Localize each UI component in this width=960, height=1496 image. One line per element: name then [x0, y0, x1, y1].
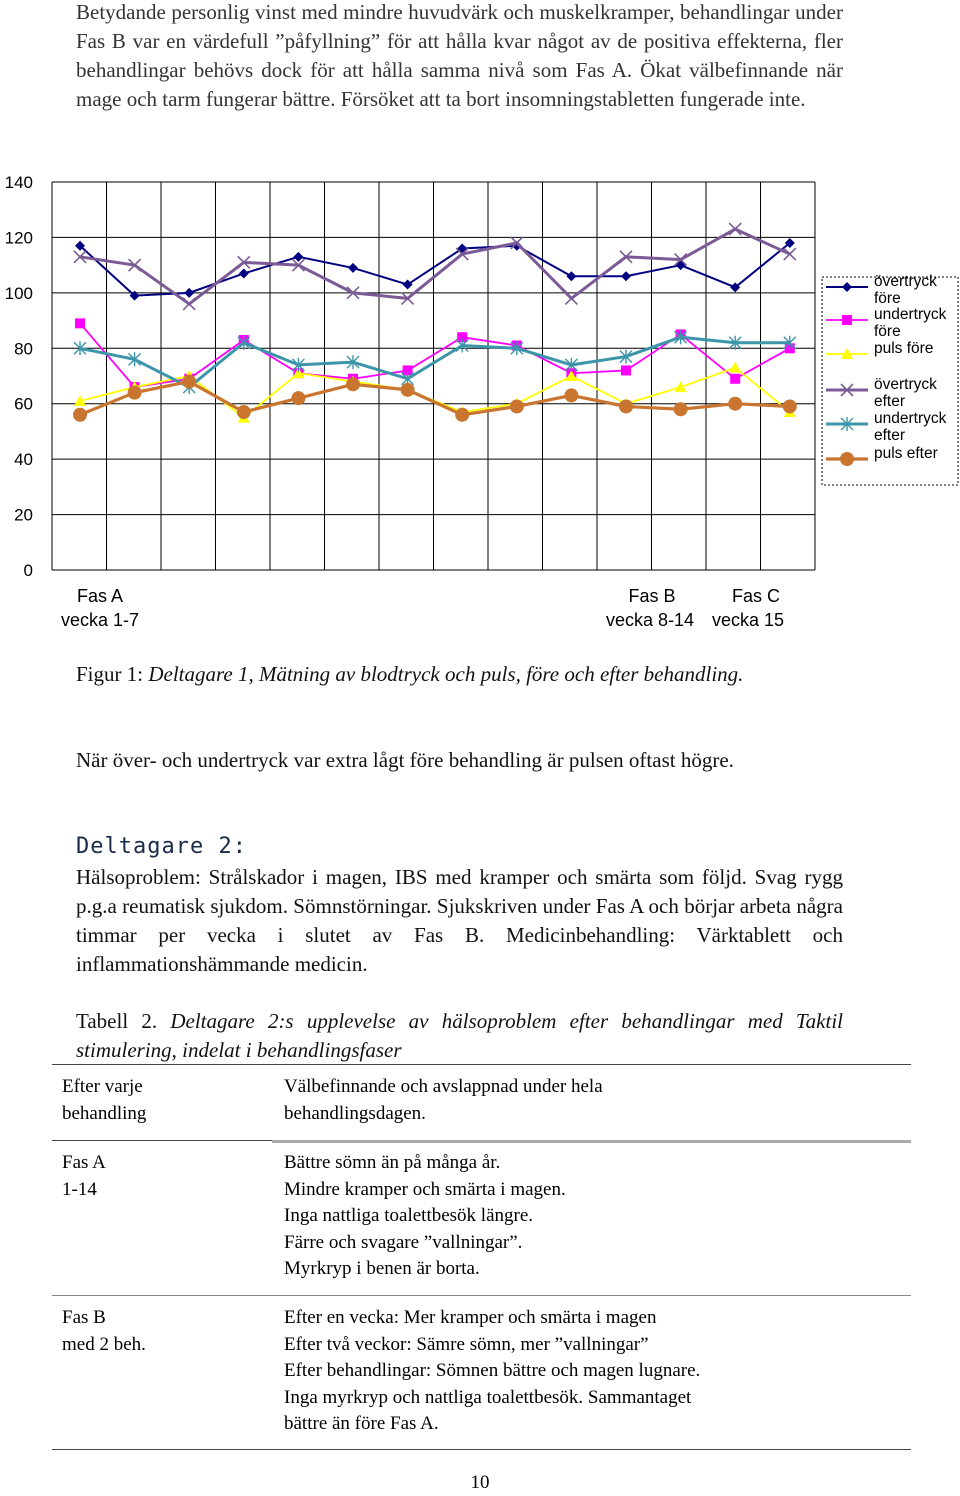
- table-cell-line: Bättre sömn än på många år.: [284, 1152, 501, 1173]
- table-cell-experience: [284, 1150, 904, 1283]
- data-point: [239, 268, 249, 278]
- page-number: 10: [470, 1472, 490, 1493]
- legend-label: undertryck efter: [874, 410, 947, 444]
- participant-heading: Deltagare 2:: [76, 834, 247, 859]
- square-marker: [75, 318, 85, 328]
- circle-marker: [510, 399, 524, 413]
- y-tick-label: 40: [14, 450, 33, 470]
- series-puls-efter: [73, 375, 797, 422]
- diamond-marker: [348, 263, 358, 273]
- x-phase-label: Fas B: [628, 586, 676, 606]
- data-point: [346, 377, 360, 391]
- diamond-marker: [293, 252, 303, 262]
- table-rule: [52, 1449, 911, 1450]
- circle-marker: [564, 388, 578, 402]
- data-point: [184, 288, 194, 298]
- data-point: [840, 452, 854, 466]
- table-rule: [272, 1140, 911, 1143]
- table-cell-line: Fas A: [62, 1152, 106, 1173]
- y-tick-label: 100: [4, 283, 33, 303]
- data-point: [784, 248, 796, 260]
- circle-marker: [182, 375, 196, 389]
- table-cell-experience: [284, 1305, 904, 1438]
- data-point: [183, 298, 195, 310]
- x-phase-sublabel: vecka 1-7: [60, 610, 140, 630]
- table-cell-line: Efter en vecka: Mer kramper och smärta i magen: [284, 1307, 657, 1328]
- data-point: [348, 263, 358, 273]
- table-cell-line: behandlingsdagen.: [284, 1102, 426, 1124]
- table-cell-line: Välbefinnande och avslappnad under hela: [284, 1076, 603, 1097]
- series-line: [80, 243, 790, 296]
- legend-label: övertryck före: [874, 273, 937, 307]
- table-cell-phase: [62, 1150, 262, 1203]
- data-point: [674, 402, 688, 416]
- table-cell-line: Mindre kramper och smärta i magen.: [284, 1178, 566, 1200]
- table-caption-text: Deltagare 2:s upplevelse av hälsoproblem efter behandlingar med Taktil stimulering, indelat i behandlingsfaser: [76, 1009, 843, 1062]
- figure-caption-label: Figur 1:: [76, 662, 149, 686]
- data-point: [619, 399, 633, 413]
- intro-paragraph: Betydande personlig vinst med mindre huvudvärk och muskelkramper, behandlingar under Fas B var en värdefull ”påfyllning” för att hålla kvar något av de positiva effekterna, fler behandlingar behövs dock för att hålla samma nivå som Fas A. Ökat välbefinnande när mage och tarm fungerar bättre. Försöket att ta bort insomningstabletten fungerade inte.: [76, 0, 843, 111]
- x-marker: [784, 248, 796, 260]
- data-point: [182, 375, 196, 389]
- table-cell-line: Fas B: [62, 1307, 106, 1328]
- y-tick-label: 120: [4, 228, 33, 248]
- health-paragraph: Hälsoproblem: Strålskador i magen, IBS med kramper och smärta som följd. Svag rygg p.g.a reumatisk sjukdom. Sömnstörningar. Sjukskriven under Fas A och börjar arbeta några timmar per vecka i slutet av Fas B. Medicinbehandling: Värktablett och inflammationshämmande medicin.: [76, 865, 843, 976]
- circle-marker: [674, 402, 688, 416]
- table-rule: [52, 1295, 911, 1296]
- table-cell-phase: [62, 1074, 262, 1127]
- table-cell-line: behandling: [62, 1102, 147, 1124]
- circle-marker: [73, 408, 87, 422]
- diamond-marker: [676, 260, 686, 270]
- y-tick-label: 140: [4, 173, 33, 192]
- triangle-marker: [729, 362, 741, 373]
- data-point: [729, 223, 741, 235]
- y-axis-tick-labels: [5, 173, 33, 580]
- circle-marker: [783, 399, 797, 413]
- data-point: [566, 271, 576, 281]
- table-cell-line: Efter varje: [62, 1076, 143, 1097]
- data-point: [564, 388, 578, 402]
- y-tick-label: 80: [14, 339, 33, 359]
- circle-marker: [840, 452, 854, 466]
- data-point: [730, 374, 740, 384]
- circle-marker: [619, 399, 633, 413]
- x-marker: [183, 298, 195, 310]
- circle-marker: [401, 383, 415, 397]
- blood-pressure-line-chart: [0, 170, 960, 650]
- data-point: [728, 397, 742, 411]
- data-point: [676, 260, 686, 270]
- circle-marker: [728, 397, 742, 411]
- data-point: [73, 408, 87, 422]
- data-point: [621, 271, 631, 281]
- data-point: [783, 399, 797, 413]
- x-phase-label: Fas A: [76, 586, 124, 606]
- square-marker: [842, 315, 852, 325]
- table-row: [52, 1140, 911, 1295]
- legend-label: undertryck före: [874, 306, 947, 340]
- circle-marker: [128, 386, 142, 400]
- x-phase-sublabel: vecka 8-14: [605, 610, 695, 630]
- square-marker: [730, 374, 740, 384]
- data-point: [455, 408, 469, 422]
- data-point: [842, 315, 852, 325]
- data-point: [401, 383, 415, 397]
- data-point: [237, 405, 251, 419]
- data-point: [621, 365, 631, 375]
- y-tick-label: 0: [23, 561, 33, 580]
- table-rule: [52, 1064, 911, 1065]
- x-marker: [565, 292, 577, 304]
- series-puls-före: [74, 362, 796, 423]
- x-phase-label: Fas C: [731, 586, 781, 606]
- y-tick-label: 20: [14, 505, 33, 525]
- table-caption-label: Tabell 2.: [76, 1009, 171, 1033]
- diamond-marker: [566, 271, 576, 281]
- data-point: [729, 362, 741, 373]
- table-rule: [52, 1140, 272, 1141]
- table-cell-line: Inga nattliga toalettbesök längre.: [284, 1205, 534, 1226]
- table-cell-experience: [284, 1074, 904, 1127]
- table-cell-line: Färre och svagare ”vallningar”.: [284, 1231, 523, 1253]
- diamond-marker: [184, 288, 194, 298]
- data-point: [675, 381, 687, 392]
- legend-label: puls före: [874, 340, 934, 357]
- table-cell-line: 1-14: [62, 1178, 97, 1200]
- data-point: [565, 292, 577, 304]
- table-row: [52, 1064, 911, 1140]
- table-cell-line: bättre än före Fas A.: [284, 1413, 439, 1434]
- x-marker: [729, 223, 741, 235]
- circle-marker: [291, 391, 305, 405]
- table-caption: [76, 1007, 843, 1065]
- x-axis-phase-labels: [61, 586, 784, 630]
- figure-caption-text: Deltagare 1, Mätning av blodtryck och puls, före och efter behandling.: [148, 662, 744, 686]
- y-tick-label: 60: [14, 394, 33, 414]
- figure-caption: [76, 660, 843, 689]
- legend-label: puls efter: [874, 445, 938, 462]
- circle-marker: [346, 377, 360, 391]
- chart-legend: [822, 273, 958, 485]
- table-row: [52, 1295, 911, 1449]
- data-point: [128, 386, 142, 400]
- diamond-marker: [621, 271, 631, 281]
- square-marker: [621, 365, 631, 375]
- x-phase-sublabel: vecka 15: [711, 610, 785, 630]
- data-point: [293, 252, 303, 262]
- legend-label: övertryck efter: [874, 376, 937, 410]
- data-point: [291, 391, 305, 405]
- table-cell-line: Myrkryp i benen är borta.: [284, 1258, 480, 1279]
- table-cell-line: Efter behandlingar: Sömnen bättre och magen lugnare.: [284, 1360, 701, 1381]
- table-cell-phase: [62, 1305, 262, 1358]
- circle-marker: [237, 405, 251, 419]
- data-point: [510, 399, 524, 413]
- table-cell-line: Efter två veckor: Sämre sömn, mer ”vallningar”: [284, 1333, 649, 1355]
- chart-series: [73, 223, 797, 422]
- triangle-marker: [675, 381, 687, 392]
- note-paragraph: När över- och undertryck var extra lågt före behandling är pulsen oftast högre.: [76, 748, 734, 772]
- table-cell-line: Inga myrkryp och nattliga toalettbesök. Sammantaget: [284, 1386, 692, 1408]
- data-point: [75, 318, 85, 328]
- table-cell-line: med 2 beh.: [62, 1333, 146, 1355]
- circle-marker: [455, 408, 469, 422]
- series-övertryck-före: [75, 238, 795, 301]
- diamond-marker: [239, 268, 249, 278]
